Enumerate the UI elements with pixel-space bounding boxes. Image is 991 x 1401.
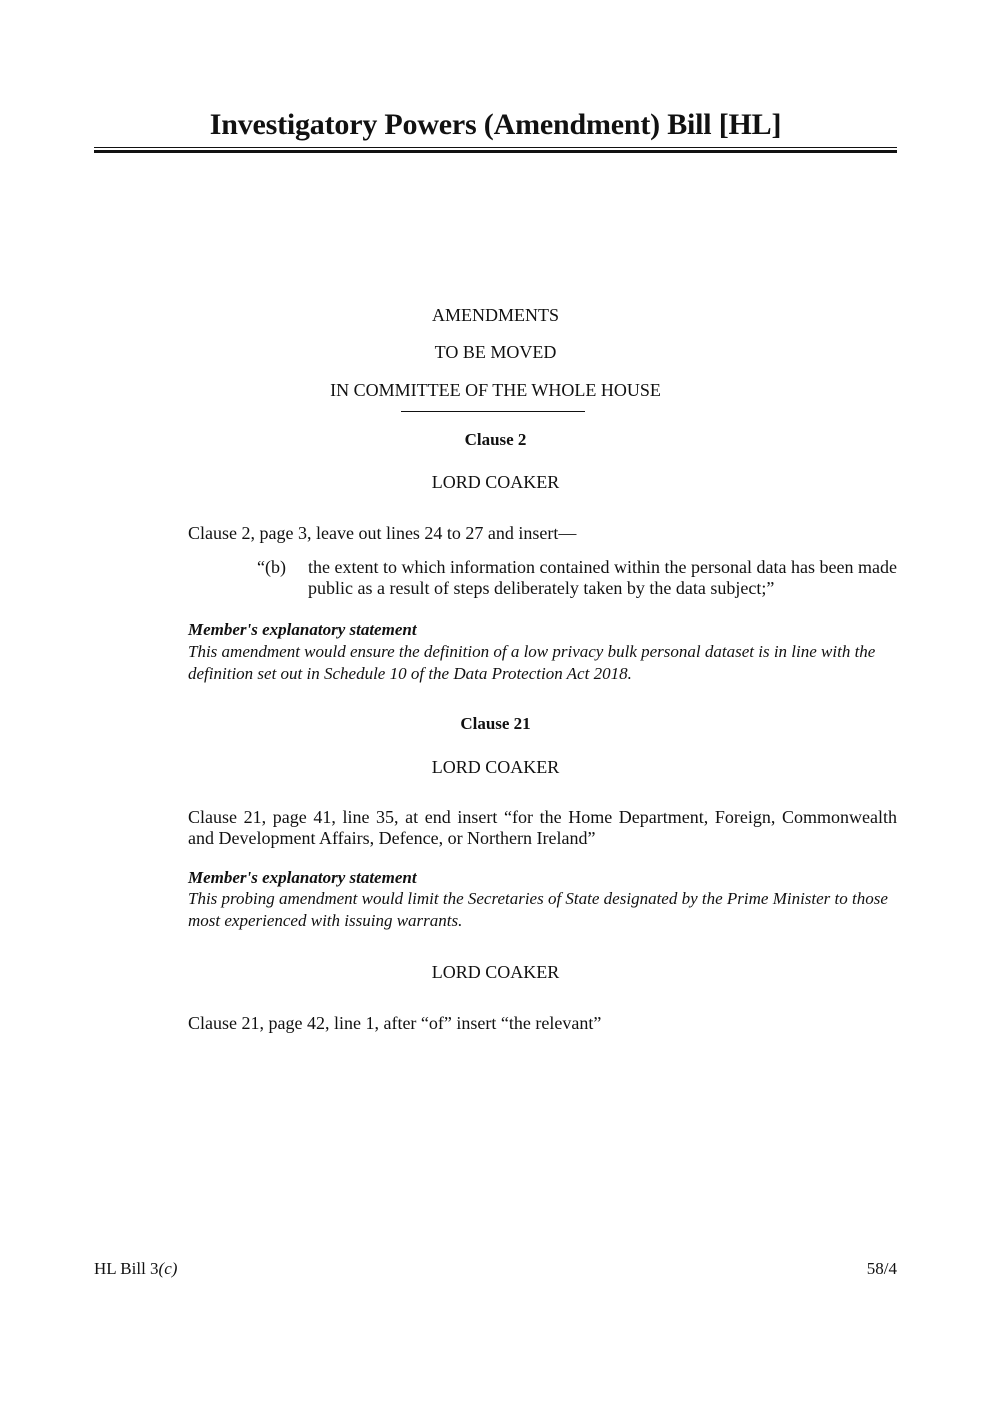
amendment-text: Clause 2, page 3, leave out lines 24 to 27 and insert— [188,523,577,543]
explanatory-statement-text: This amendment would ensure the definition of a low privacy bulk personal dataset is in line with the definition set out in Schedule 10 of the Data Protection Act 2018. [188,642,876,683]
bill-reference-suffix: (c) [158,1259,178,1278]
inserted-paragraph-label: “(b) [257,557,286,577]
heading-to-be-moved: TO BE MOVED [434,342,557,362]
heading-committee: IN COMMITTEE OF THE WHOLE HOUSE [330,380,661,400]
explanatory-statement-heading: Member's explanatory statement [188,620,417,639]
title-rule-thick [94,150,897,153]
inserted-paragraph-text: the extent to which information contained within the personal data has been made public as a result of steps deliberately taken by the data subject;” [308,557,897,598]
heading-divider [401,411,585,412]
amendment-text: Clause 21, page 42, line 1, after “of” insert “the relevant” [188,1013,602,1033]
explanatory-statement-heading: Member's explanatory statement [188,868,417,887]
bill-title: Investigatory Powers (Amendment) Bill [HL] [209,108,782,141]
title-rule-thin [94,147,897,148]
bill-reference [94,1259,177,1279]
amendment-mover: LORD COAKER [431,757,560,777]
bill-reference-number: HL Bill 3 [94,1259,159,1278]
clause-heading: Clause 21 [460,714,531,733]
page-reference: 58/4 [866,1259,897,1278]
explanatory-statement-text: This probing amendment would limit the Secretaries of State designated by the Prime Minister to those most experienced with issuing warrants. [188,889,888,930]
heading-amendments: AMENDMENTS [431,305,559,325]
amendment-text: Clause 21, page 41, line 35, at end insert “for the Home Department, Foreign, Commonwealth and Development Affairs, Defence, or Northern Ireland” [188,807,897,848]
amendment-mover: LORD COAKER [431,962,560,982]
amendment-mover: LORD COAKER [431,472,560,492]
clause-heading: Clause 2 [464,430,527,449]
